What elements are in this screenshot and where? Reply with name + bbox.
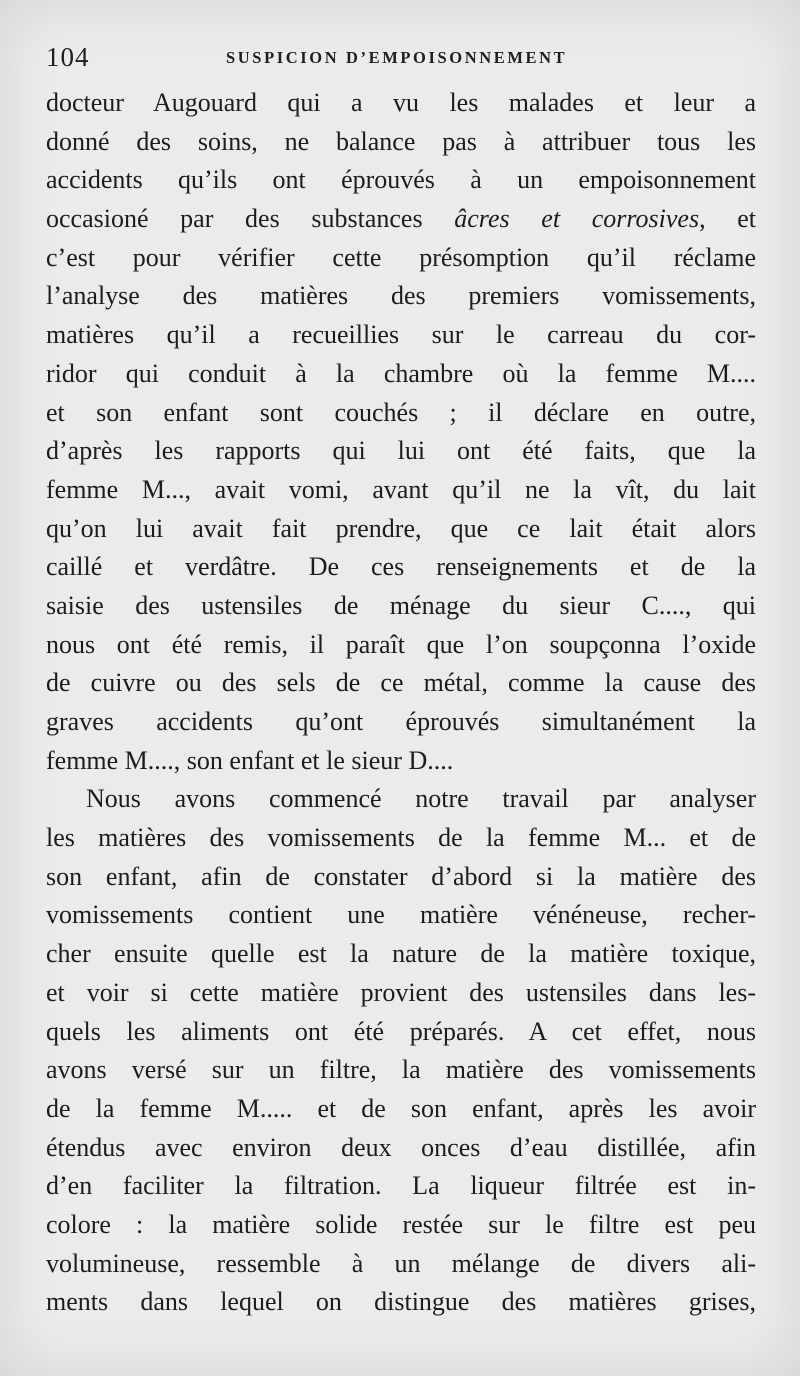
text-line: et son enfant sont couchés ; il déclare en outre, xyxy=(46,397,756,427)
text-line: ridor qui conduit à la chambre où la femme M.... xyxy=(46,358,756,388)
page-number: 104 xyxy=(46,42,90,72)
text-line: son enfant, afin de constater d’abord si la matière des xyxy=(46,861,756,891)
text-line: femme M...., son enfant et le sieur D.... xyxy=(46,745,454,775)
text-line: d’après les rapports qui lui ont été faits, que la xyxy=(46,436,756,466)
page-header xyxy=(46,42,758,78)
text-line: graves accidents qu’ont éprouvés simultanément la xyxy=(46,707,756,736)
text-line: de cuivre ou des sels de ce métal, comme la cause des xyxy=(46,668,756,698)
text-line: femme M..., avait vomi, avant qu’il ne la vît, du lait xyxy=(46,474,756,504)
running-head: SUSPICION D’EMPOISONNEMENT xyxy=(226,48,568,67)
text-line: cher ensuite quelle est la nature de la matière toxique, xyxy=(46,939,756,969)
text-line: ments dans lequel on distingue des matières grises, xyxy=(46,1287,756,1317)
text-line-end: , et xyxy=(699,204,756,234)
text-line: avons versé sur un filtre, la matière des vomissements xyxy=(46,1055,756,1085)
italic-phrase: âcres et corrosives xyxy=(454,204,700,234)
text-line: nous ont été remis, il paraît que l’on soupçonna l’oxide xyxy=(46,629,756,659)
text-line: donné des soins, ne balance pas à attribuer tous les xyxy=(46,126,756,156)
text-line: étendus avec environ deux onces d’eau distillée, afin xyxy=(46,1132,756,1162)
text-line: caillé et verdâtre. De ces renseignements et de la xyxy=(46,552,756,582)
text-line: vomissements contient une matière vénéneuse, recher- xyxy=(46,900,756,930)
text-line: matières qu’il a recueillies sur le carreau du cor- xyxy=(46,320,756,350)
text-line: c’est pour vérifier cette présomption qu’il réclame xyxy=(46,242,756,272)
text-line: quels les aliments ont été préparés. A cet effet, nous xyxy=(46,1016,756,1046)
text-line: de la femme M..... et de son enfant, après les avoir xyxy=(46,1093,756,1123)
text-line: docteur Augouard qui a vu les malades et leur a xyxy=(46,88,756,117)
text-line: colore : la matière solide restée sur le filtre est peu xyxy=(46,1209,756,1239)
paragraph-start-line: Nous avons commencé notre travail par analyser xyxy=(86,784,756,814)
text-line-start: occasioné par des substances xyxy=(46,204,455,234)
text-line: qu’on lui avait fait prendre, que ce lait était alors xyxy=(46,513,756,543)
text-line xyxy=(46,200,756,239)
body-text xyxy=(46,84,756,1322)
text-line: d’en faciliter la filtration. La liqueur filtrée est in- xyxy=(46,1171,756,1201)
text-line: et voir si cette matière provient des ustensiles dans les- xyxy=(46,977,756,1007)
text-line: accidents qu’ils ont éprouvés à un empoisonnement xyxy=(46,165,756,195)
text-line: l’analyse des matières des premiers vomissements, xyxy=(46,281,756,311)
text-line: les matières des vomissements de la femme M... et de xyxy=(46,823,756,853)
text-line: volumineuse, ressemble à un mélange de divers ali- xyxy=(46,1248,756,1278)
text-line: saisie des ustensiles de ménage du sieur C...., qui xyxy=(46,590,756,620)
